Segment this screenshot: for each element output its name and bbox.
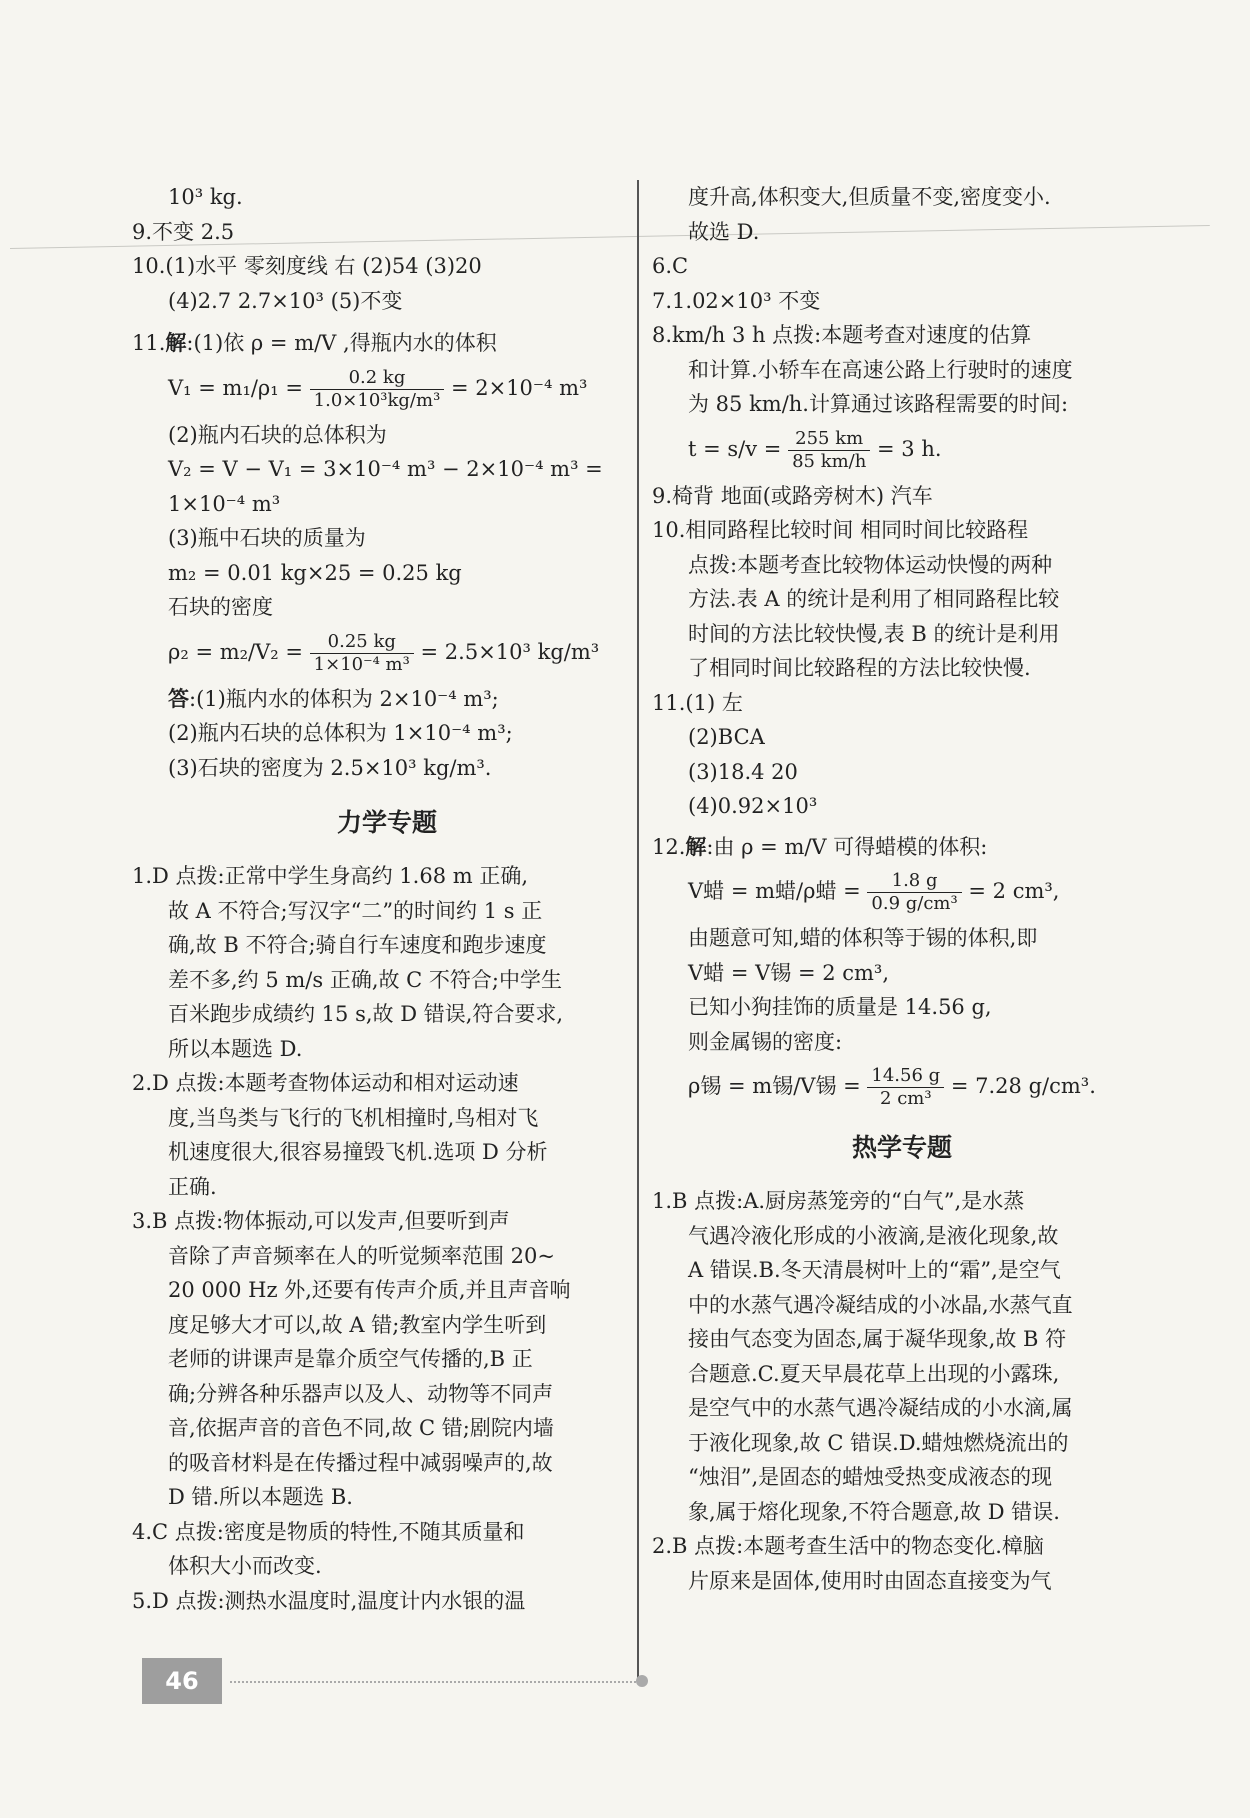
heat-answer-1: 1.B 点拨:A.厨房蒸笼旁的“白气”,是水蒸 气遇冷液化形成的小液滴,是液化现象,故 A 错误.B.冬天清晨树叶上的“霜”,是空气 中的水蒸气遇冷凝结成的小冰晶,水蒸气直 接由气态变为固态,属于凝华现象,故 B 符 合题意.C.夏天早晨花草上出现的小露珠, 是空气中的水蒸气遇冷凝结成的小水滴,属 于液化现象,故 C 错误.D.蜡烛燃烧流出的 “烛泪”,是固态的蜡烛受热变成液态的现 象,属于熔化现象,不符合题意,故 D 错误. (652, 1189, 1073, 1524)
equation-v2: V₂ = V − V₁ = 3×10⁻⁴ m³ − 2×10⁻⁴ m³ = (168, 457, 603, 481)
answer-9: 9.不变 2.5 (132, 219, 235, 244)
fraction: $\frac{255 km}{85 km/h}$ (788, 428, 870, 473)
answer-8: 8.km/h 3 h 点拨:本题考查对速度的估算 和计算.小轿车在高速公路上行驶时的速度 为 85 km/h.计算通过该路程需要的时间: (652, 323, 1073, 416)
section-title-mechanics: 力学专题 (336, 808, 437, 837)
equation-v2-result: 1×10⁻⁴ m³ (168, 491, 281, 516)
mech-answer-4: 4.C 点拨:密度是物质的特性,不随其质量和 体积大小而改变. (132, 1519, 525, 1578)
mech-answer-1: 1.D 点拨:正常中学生身高约 1.68 m 正确, 故 A 不符合;写汉字“二”的时间约 1 s 正 确,故 B 不符合;骑自行车速度和跑步速度 差不多,约 5 m/s 正确,故 C 不符合;中学生 百米跑步成绩约 15 s,故 D 错误,符合要求, 所以本题选 D. (132, 864, 564, 1061)
mech-answer-2: 2.D 点拨:本题考查物体运动和相对运动速 度,当鸟类与飞行的飞机相撞时,鸟相对飞 机速度很大,很容易撞毁飞机.选项 D 分析 正确. (132, 1071, 548, 1199)
footer-rule (230, 1681, 640, 1684)
equation-v-wax: V蜡 = m蜡/ρ蜡 = $\frac{1.8 g}{\text{0.9 g/cm³}}$ = 2 cm³, (688, 870, 1060, 914)
text-line: 度升高,体积变大,但质量不变,密度变小. (688, 185, 1051, 209)
answer-12: 12.解:由 ρ = m/V 可得蜡模的体积: (652, 834, 988, 859)
left-column (132, 180, 642, 1618)
answer-10: 10.(1)水平 零刻度线 右 (2)54 (3)20 (132, 254, 482, 278)
text-line: (2)瓶内石块的总体积为 1×10⁻⁴ m³; (168, 721, 513, 745)
equation-rho-tin: ρ锡 = m锡/V锡 = $\frac{14.56 g}{\text{2 cm³}}$ = 7.28 g/cm³. (688, 1065, 1096, 1109)
mech-answer-5: 5.D 点拨:测热水温度时,温度计内水银的温 (132, 1588, 526, 1613)
right-column (652, 180, 1152, 1598)
text-line: 石块的密度 (168, 595, 273, 619)
text-line: 已知小狗挂饰的质量是 14.56 g, (688, 995, 992, 1019)
solution-label: 解 (685, 834, 707, 859)
equation-rho2: ρ₂ = m₂/V₂ = $\frac{0.25 kg}{\text{1×10⁻⁴ m³}}$ = 2.5×10³ kg/m³ (168, 630, 600, 675)
equation-time: t = s/v = $\frac{255 km}{85 km/h}$ = 3 h. (688, 427, 942, 472)
solution-label: 解 (165, 331, 187, 355)
section-title-heat: 热学专题 (851, 1133, 952, 1162)
fraction: $\frac{0.2 kg}{\text{1.0×10³kg/m³}}$ (310, 367, 445, 412)
page-number: 46 (142, 1658, 222, 1704)
footer-dot-icon (636, 1675, 648, 1687)
answer-label: 答 (168, 686, 189, 711)
fraction: $\frac{14.56 g}{\text{2 cm³}}$ (867, 1065, 944, 1110)
text-line: (3)瓶中石块的质量为 (168, 526, 366, 550)
fraction: $\frac{1.8 g}{\text{0.9 g/cm³}}$ (867, 870, 961, 915)
heat-answer-2: 2.B 点拨:本题考查生活中的物态变化.樟脑 片原来是固体,使用时由固态直接变为气 (652, 1534, 1052, 1593)
text-line: 故选 D. (688, 219, 760, 244)
text-line: 则金属锡的密度: (688, 1029, 843, 1054)
answer-7: 7.1.02×10³ 不变 (652, 288, 821, 313)
answer-10: 10.相同路程比较时间 相同时间比较路程 点拨:本题考查比较物体运动快慢的两种 方法.表 A 的统计是利用了相同路程比较 时间的方法比较快慢,表 B 的统计是利用 了相同时间比较路程的方法比较快慢. (652, 518, 1060, 680)
mech-answer-3: 3.B 点拨:物体振动,可以发声,但要听到声 音除了声音频率在人的听觉频率范围 20~ 20 000 Hz 外,还要有传声介质,并且声音响 度足够大才可以,故 A 错;教室内学生听到 老师的讲课声是靠介质空气传播的,B 正 确;分辨各种乐器声以及人、动物等不同声 音,依据声音的音色不同,故 C 错;剧院内墙 的吸音材料是在传播过程中减弱噪声的,故 D 错.所以本题选 B. (132, 1209, 571, 1509)
answer-11: 11.(1) 左 (2)BCA (3)18.4 20 (4)0.92×10³ (652, 690, 818, 818)
answer-11: 11.解:(1)依 ρ = m/V ,得瓶内水的体积 (132, 331, 497, 355)
answer-6: 6.C (652, 254, 689, 278)
text-line: 由题意可知,蜡的体积等于锡的体积,即 (688, 926, 1038, 950)
answer-conclusion: 答:(1)瓶内水的体积为 2×10⁻⁴ m³; (168, 686, 499, 711)
equation-v1: V₁ = m₁/ρ₁ = $\frac{0.2 kg}{\text{1.0×10³kg/m³}}$ = 2×10⁻⁴ m³ (168, 366, 588, 411)
answer-10-cont: (4)2.7 2.7×10³ (5)不变 (168, 288, 403, 313)
equation-m2: m₂ = 0.01 kg×25 = 0.25 kg (168, 560, 462, 585)
answer-9: 9.椅背 地面(或路旁树木) 汽车 (652, 483, 933, 508)
fraction: $\frac{0.25 kg}{\text{1×10⁻⁴ m³}}$ (310, 631, 414, 676)
text-line: (2)瓶内石块的总体积为 (168, 422, 387, 447)
text-line: (3)石块的密度为 2.5×10³ kg/m³. (168, 755, 492, 780)
text-line: V蜡 = V锡 = 2 cm³, (688, 960, 890, 985)
text-line: 10³ kg. (168, 185, 243, 209)
